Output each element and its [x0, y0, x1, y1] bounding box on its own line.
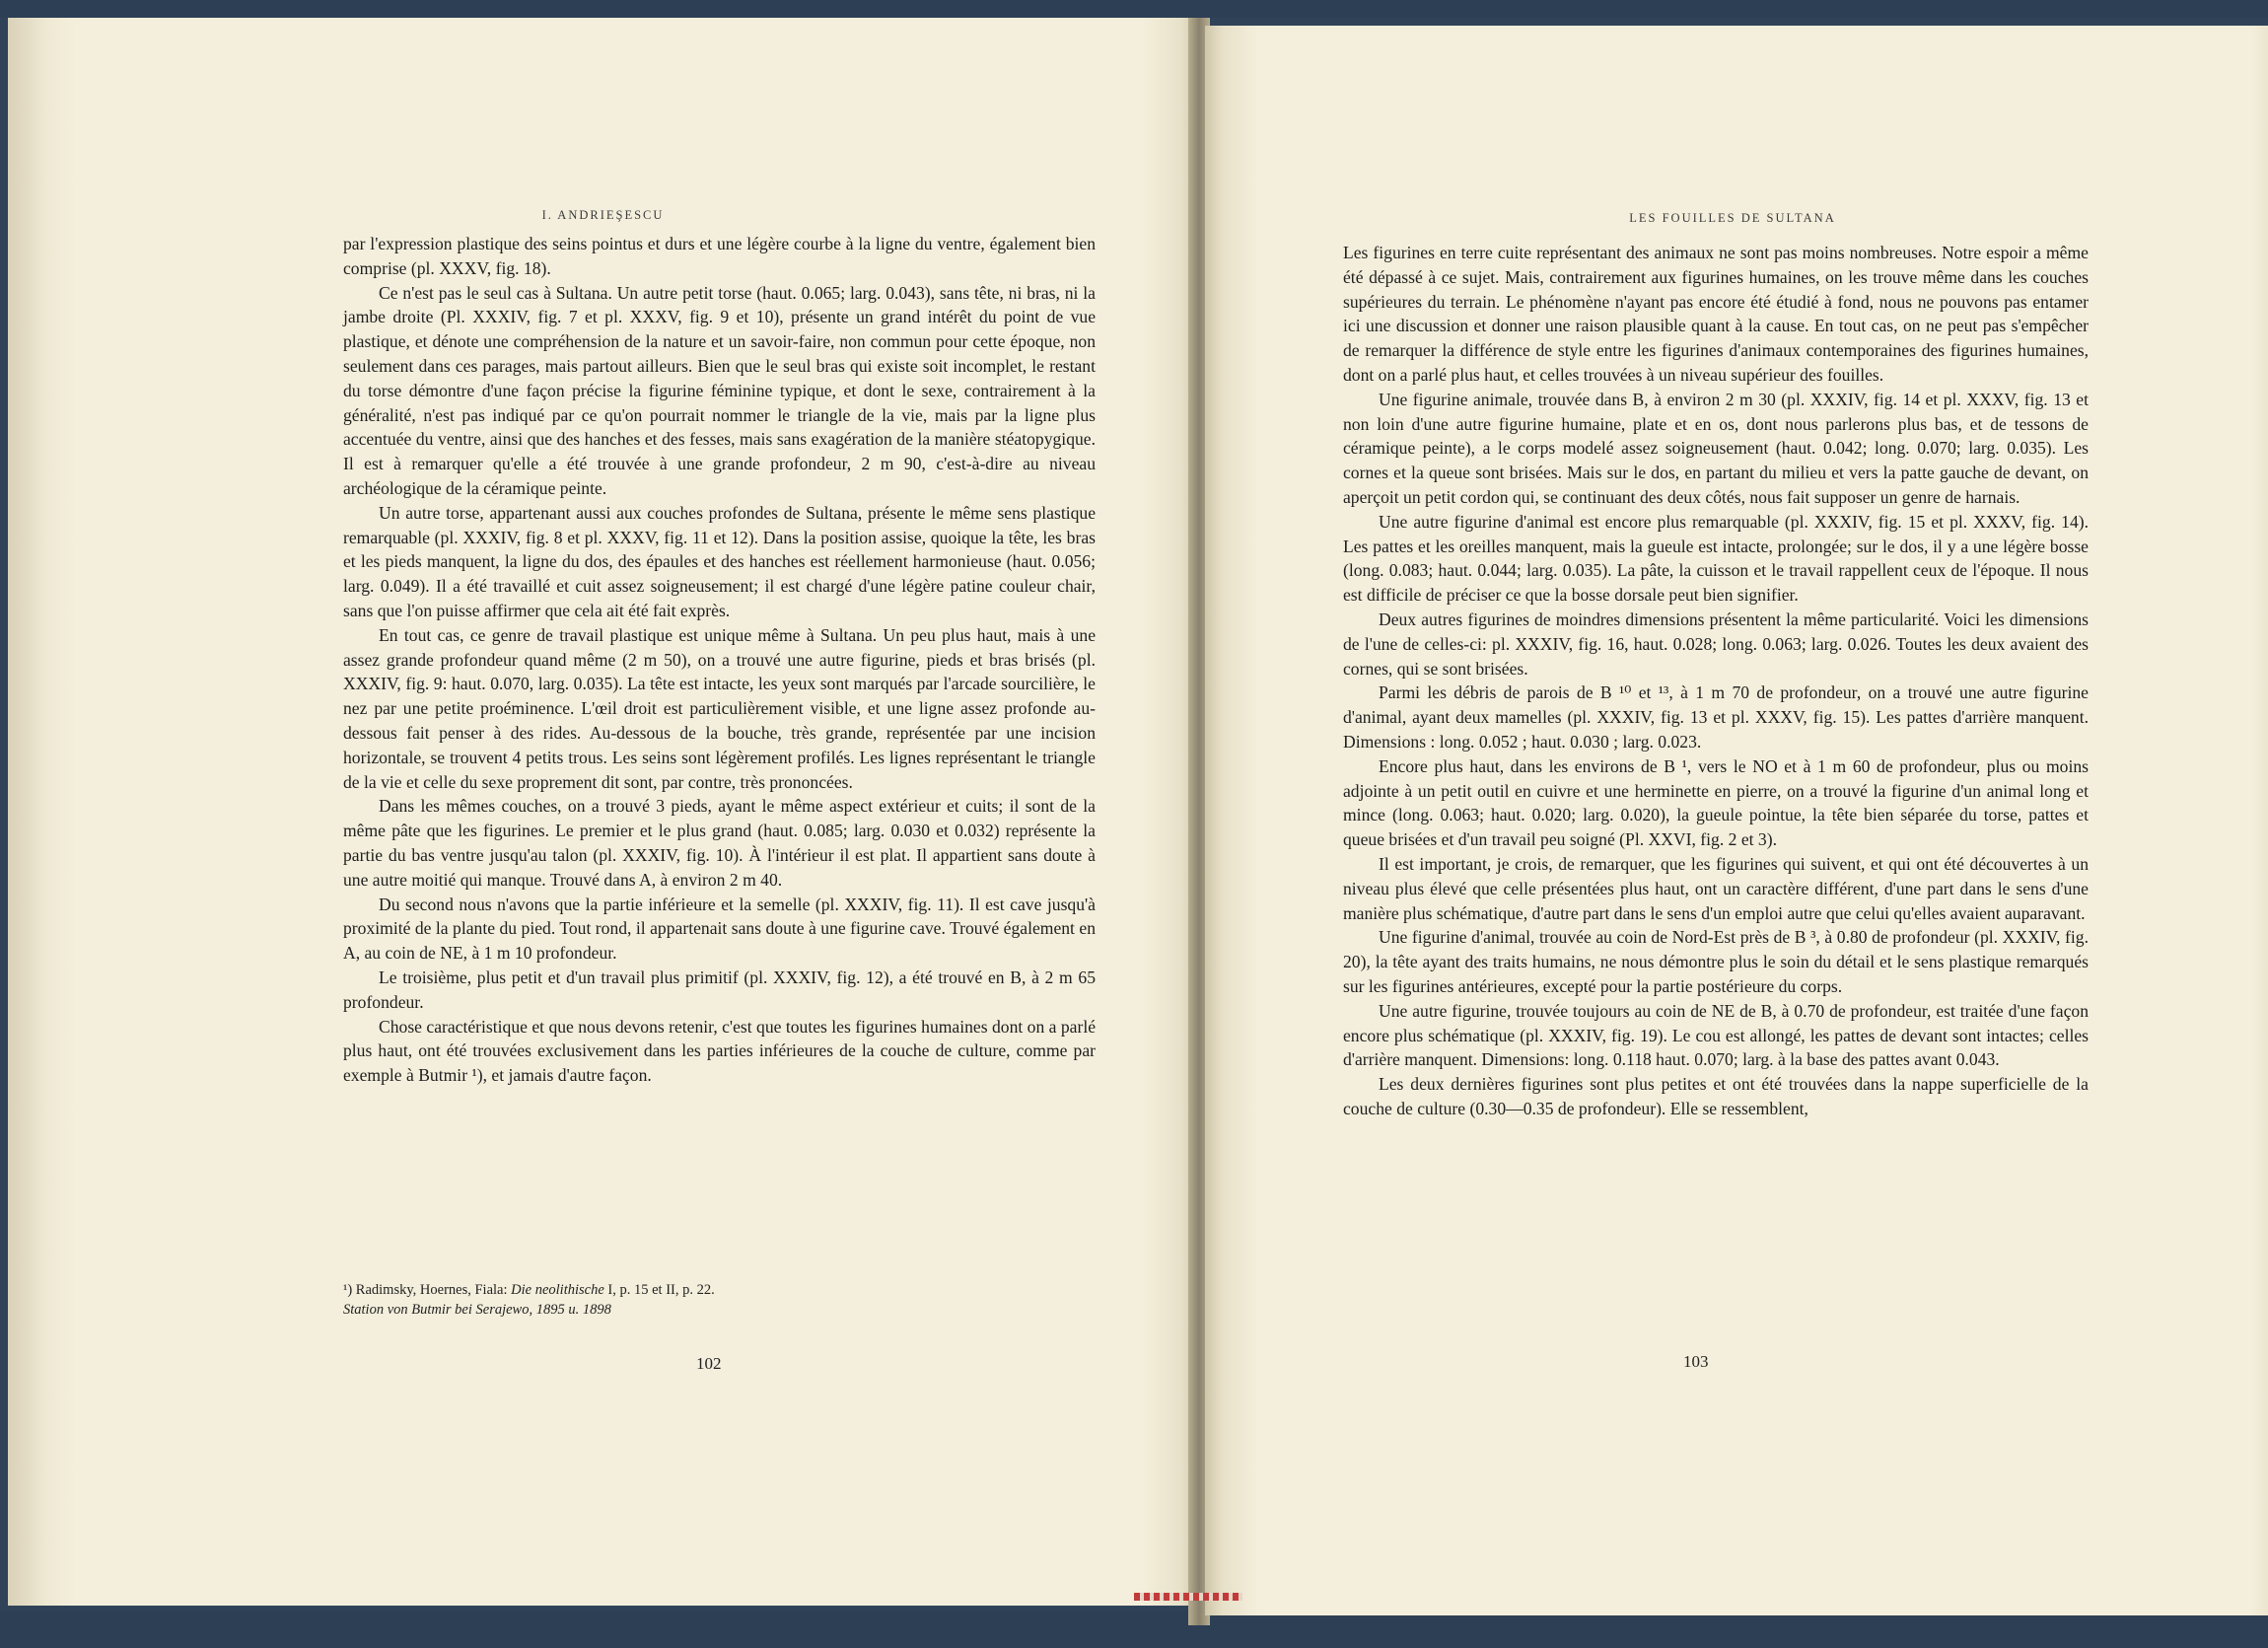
footnote-pages: I, p. 15 et II, p. 22.	[603, 1282, 715, 1298]
footnote-line-2: Station von Butmir bei Serajewo, 1895 u. 1898	[343, 1301, 611, 1318]
page-number-left: 102	[696, 1354, 722, 1373]
footnote	[343, 1281, 1096, 1320]
left-body-text	[343, 232, 1096, 1088]
paragraph: Parmi les débris de parois de B ¹⁰ et ¹³, à 1 m 70 de profondeur, on a trouvé une autre figurine d'animal, ayant deux mamelles (pl. XXXIV, fig. 13 et pl. XXXV, fig. 15). Les pattes d'arrière manquent. Dimensions : long. 0.052 ; haut. 0.030 ; larg. 0.023.	[1343, 682, 2089, 752]
footnote-title: Die neolithische	[511, 1282, 604, 1298]
paragraph: Une autre figurine, trouvée toujours au coin de NE de B, à 0.70 de profondeur, est traitée d'une façon encore plus schématique (pl. XXXIV, fig. 19). Le cou est allongé, les pattes de devant sont intactes; celles d'arrière manquent. Dimensions: long. 0.118 haut. 0.070; larg. à la base des pattes avant 0.043.	[1343, 1000, 2089, 1070]
right-page	[1205, 26, 2268, 1615]
footnote-line-1	[343, 1281, 1096, 1301]
bookmark-ribbon	[1134, 1593, 1242, 1601]
paragraph: En tout cas, ce genre de travail plastique est unique même à Sultana. Un peu plus haut, mais à une assez grande profondeur quand même (2 m 50), on a trouvé une autre figurine, pieds et bras brisés (pl. XXXIV, fig. 9: haut. 0.070, larg. 0.035). La tête est intacte, les yeux sont marqués par l'arcade sourcilière, le nez par une petite proéminence. L'œil droit est particulièrement visible, et une ligne assez profonde au-dessous fait penser à des rides. Au-dessous de la bouche, très grande, représentée par une incision horizontale, se trouvent 4 petits trous. Les seins sont légèrement profilés. Les lignes représentant le triangle de la vie et celle du sexe proprement dit sont, par contre, très prononcées.	[343, 624, 1096, 792]
paragraph: Une autre figurine d'animal est encore plus remarquable (pl. XXXIV, fig. 15 et pl. XXXV, fig. 14). Les pattes et les oreilles manquent, mais la gueule est intacte, prolongée; sur le dos, il y a une légère bosse (long. 0.083; haut. 0.044; larg. 0.035). La pâte, la cuisson et le travail rappellent ceux de l'époque. Il nous est difficile de préciser ce que la bosse dorsale peut bien signifier.	[1343, 511, 2089, 606]
paragraph: Chose caractéristique et que nous devons retenir, c'est que toutes les figurines humaines dont on a parlé plus haut, ont été trouvées exclusivement dans les parties inférieures de la couche de culture, comme par exemple à Butmir ¹), et jamais d'autre façon.	[343, 1016, 1097, 1086]
paragraph: Il est important, je crois, de remarquer, que les figurines qui suivent, et qui ont été découvertes à un niveau plus élevé que celle présentées plus haut, ont un caractère différent, d'une part dans le sens d'une manière plus schématique, d'autre part dans le sens d'un emploi autre que celui qu'elles avaient auparavant.	[1343, 853, 2089, 923]
book-spread	[0, 18, 2268, 1611]
paragraph: Une figurine d'animal, trouvée au coin de Nord-Est près de B ³, à 0.80 de profondeur (pl. XXXIV, fig. 20), la tête ayant des traits humains, ne nous démontre plus le soin du détail et le sens plastique remarqués sur les figurines antérieures, excepté pour la partie postérieure du corps.	[1343, 927, 2089, 996]
paragraph: Deux autres figurines de moindres dimensions présentent la même particularité. Voici les dimensions de l'une de celles-ci: pl. XXXIV, fig. 16, haut. 0.028; long. 0.063; larg. 0.026. Toutes les deux avaient des cornes, qui se sont brisées.	[1343, 609, 2089, 679]
paragraph: Les figurines en terre cuite représentant des animaux ne sont pas moins nombreuses. Notre espoir a même été dépassé à ce sujet. Mais, contrairement aux figurines humaines, on les trouve même dans les couches supérieures du terrain. Le phénomène n'ayant pas encore été étudié à fond, nous ne pouvons pas entamer ici une discussion et donner une raison plausible quant à la cause. En tout cas, on ne peut pas s'empêcher de remarquer la différence de style entre les figurines d'animaux contemporaines des figurines humaines, dont on a parlé plus haut, et celles trouvées à un niveau supérieur des fouilles.	[1343, 243, 2089, 385]
paragraph: Un autre torse, appartenant aussi aux couches profondes de Sultana, présente le même sens plastique remarquable (pl. XXXIV, fig. 8 et pl. XXXV, fig. 11 et 12). Dans la position assise, quoique la tête, les bras et les pieds manquent, la ligne du dos, des épaules et des hanches est réellement harmonieuse (haut. 0.056; larg. 0.049). Il a été travaillé et cuit assez soigneusement; il est chargé d'une légère patine couleur chair, sans que l'on puisse affirmer que cela ait été fait exprès.	[343, 502, 1096, 620]
paragraph: Dans les mêmes couches, on a trouvé 3 pieds, ayant le même aspect extérieur et cuits; il sont de la même pâte que les figurines. Le premier et le plus grand (haut. 0.085; larg. 0.030 et 0.032) représente la partie du bas ventre jusqu'au talon (pl. XXXIV, fig. 10). À l'intérieur il est plat. Il appartient sans doute à une autre moitié qui manque. Trouvé dans A, à environ 2 m 40.	[343, 796, 1096, 890]
footnote-authors: ¹) Radimsky, Hoernes, Fiala:	[343, 1282, 512, 1298]
paragraph: Encore plus haut, dans les environs de B ¹, vers le NO et à 1 m 60 de profondeur, plus ou moins adjointe à un petit outil en cuivre et une herminette en pierre, on a trouvé la figurine d'un animal long et mince (long. 0.063; haut. 0.020; larg. 0.020), la gueule pointue, la tête bien séparée du torse, pattes et queue brisées et d'un travail peu soigné (Pl. XXVI, fig. 2 et 3).	[1343, 755, 2089, 850]
paragraph: Ce n'est pas le seul cas à Sultana. Un autre petit torse (haut. 0.065; larg. 0.043), sans tête, ni bras, ni la jambe droite (Pl. XXXIV, fig. 7 et pl. XXXV, fig. 9 et 10), présente un grand intérêt du point de vue plastique, et dénote une compréhension de la nature et un savoir-faire, non commun pour cette époque, non seulement dans ces parages, mais partout ailleurs. Bien que le seul bras qui existe soit incomplet, le restant du torse démontre d'une façon précise la figurine féminine typique, et dont le sexe, contrairement à la généralité, n'est pas indiqué par ce qu'on pourrait nommer le triangle de la vie, mais par la ligne plus accentuée du ventre, ainsi que des hanches et des fesses, mais sans exagération de la manière stéatopygique. Il est à remarquer qu'elle a été trouvée à une grande profondeur, 2 m 90, c'est-à-dire au niveau archéologique de la céramique peinte.	[343, 282, 1096, 498]
left-page	[8, 18, 1198, 1606]
paragraph: Du second nous n'avons que la partie inférieure et la semelle (pl. XXXIV, fig. 11). Il est cave jusqu'à proximité de la plante du pied. Tout rond, il appartenait sans doute à une figurine cave. Trouvé également en A, au coin de NE, à 1 m 10 profondeur.	[343, 894, 1096, 964]
paragraph: Une figurine animale, trouvée dans B, à environ 2 m 30 (pl. XXXIV, fig. 14 et pl. XXXV, fig. 13 et non loin d'une autre figurine humaine, plate et en os, dont nous parlerons plus bas, et de tessons de céramique peinte), a le corps modelé assez soigneusement (haut. 0.042; long. 0.070; larg. 0.035). Les cornes et la queue sont brisées. Mais sur le dos, en partant du milieu et vers la patte gauche de devant, on aperçoit un petit cordon qui, se continuant des deux côtés, nous fait supposer un genre de harnais.	[1343, 389, 2089, 507]
paragraph: Les deux dernières figurines sont plus petites et ont été trouvées dans la nappe superficielle de la couche de culture (0.30—0.35 de profondeur). Elle se ressemblent,	[1343, 1074, 2089, 1118]
page-number-right: 103	[1683, 1352, 1709, 1371]
running-head-left: I. ANDRIEŞESCU	[541, 208, 665, 222]
paragraph: par l'expression plastique des seins pointus et durs et une légère courbe à la ligne du ventre, également bien comprise (pl. XXXV, fig. 18).	[343, 234, 1096, 278]
right-body-text	[1343, 241, 2089, 1121]
paragraph: Le troisième, plus petit et d'un travail plus primitif (pl. XXXIV, fig. 12), a été trouvé en B, à 2 m 65 profondeur.	[343, 967, 1096, 1012]
running-head-right: LES FOUILLES DE SULTANA	[1629, 211, 1836, 225]
